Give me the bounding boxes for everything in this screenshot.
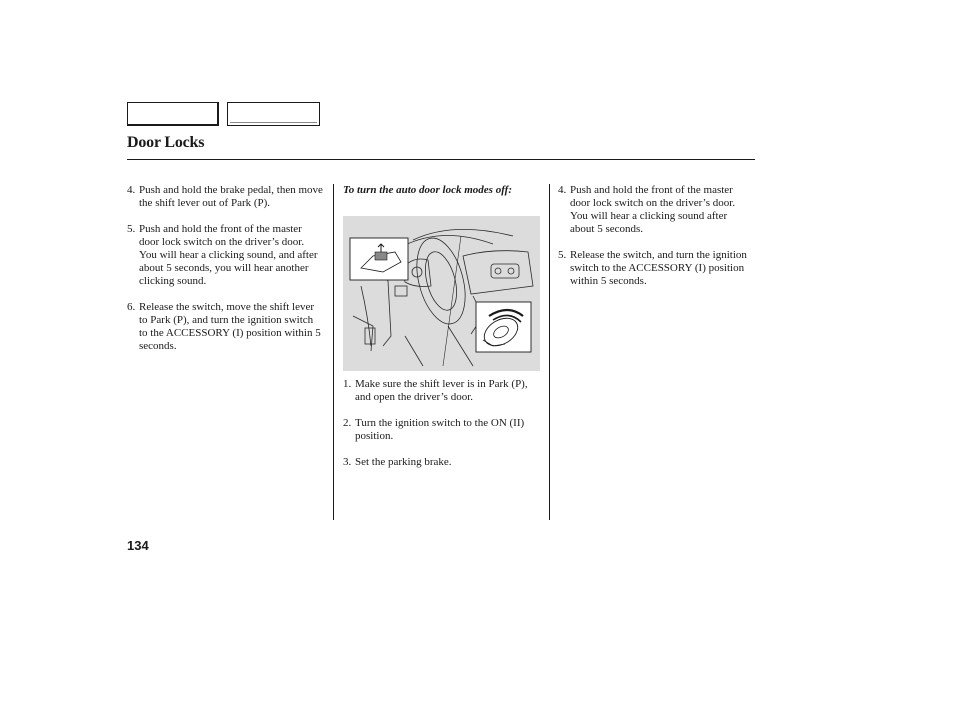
- step-item: [343, 456, 541, 469]
- step-number: 4.: [127, 184, 136, 196]
- title-rule: [127, 159, 755, 160]
- middle-column: [343, 184, 541, 210]
- step-item: [127, 184, 323, 210]
- step-item: [343, 378, 541, 404]
- section-subheading: To turn the auto door lock modes off:: [343, 184, 512, 196]
- page-title: Door Locks: [127, 134, 205, 151]
- step-text: Push and hold the brake pedal, then move the shift lever out of Park (P).: [139, 184, 323, 209]
- column-divider-2: [549, 184, 550, 520]
- step-number: 1.: [343, 378, 352, 390]
- step-number: 2.: [343, 417, 352, 429]
- step-item: [127, 301, 323, 353]
- dashboard-drawing: [343, 216, 540, 371]
- step-text: Make sure the shift lever is in Park (P), and open the driver’s door.: [355, 378, 528, 403]
- step-item: [343, 417, 541, 443]
- column-divider-1: [333, 184, 334, 520]
- step-text: Set the parking brake.: [355, 456, 452, 468]
- dashboard-illustration: [343, 216, 540, 371]
- step-number: 5.: [558, 249, 567, 261]
- step-text: Push and hold the front of the master door lock switch on the driver’s door. You will hear a clicking sound after about 5 seconds.: [570, 184, 736, 235]
- page-number: 134: [127, 538, 149, 553]
- step-number: 5.: [127, 223, 136, 235]
- right-column: [558, 184, 754, 301]
- step-number: 6.: [127, 301, 136, 313]
- door-switch-inset: [350, 238, 408, 280]
- step-item: [127, 223, 323, 288]
- step-number: 4.: [558, 184, 567, 196]
- middle-column-steps: [343, 378, 541, 482]
- left-column: [127, 184, 323, 366]
- nav-tab-next[interactable]: [227, 102, 320, 126]
- ignition-switch-inset: [476, 302, 531, 352]
- step-text: Push and hold the front of the master door lock switch on the driver’s door. You will hear a clicking sound, and after about 5 seconds, you will hear another clicking sound.: [139, 223, 318, 287]
- step-number: 3.: [343, 456, 352, 468]
- step-text: Release the switch, move the shift lever to Park (P), and turn the ignition switch to the ACCESSORY (I) position within 5 seconds.: [139, 301, 321, 352]
- step-item: [558, 184, 754, 236]
- nav-tab-previous[interactable]: [127, 102, 219, 126]
- step-text: Release the switch, and turn the ignition switch to the ACCESSORY (I) position within 5 seconds.: [570, 249, 747, 287]
- step-item: [558, 249, 754, 288]
- step-text: Turn the ignition switch to the ON (II) position.: [355, 417, 525, 442]
